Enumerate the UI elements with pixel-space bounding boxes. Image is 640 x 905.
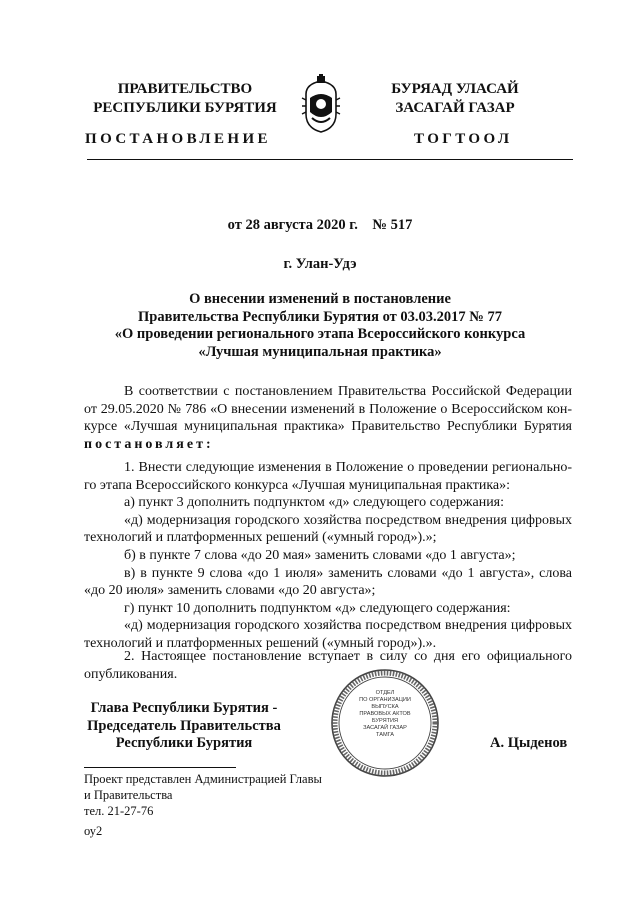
item-g-quote1: «д) модернизация городского хозяйства посредством внедрения цифровых: [124, 618, 572, 634]
item2-line2: опубликования.: [84, 666, 178, 682]
title-line2: Правительства Республики Бурятия от 03.03.2017 № 77: [138, 308, 502, 325]
signatory-title: [84, 700, 284, 753]
footer-code: оу2: [84, 824, 103, 838]
item-a-quote1: «д) модернизация городского хозяйства посредством внедрения цифровых: [124, 512, 572, 528]
seal-line1: ОТДЕЛ: [375, 690, 395, 696]
org-name-bua-line1: БУРЯАД УЛАСАЙ: [391, 81, 519, 97]
title-line4: «Лучшая муниципальная практика»: [198, 343, 442, 360]
seal-line2: ПО ОРГАНИЗАЦИИ: [359, 697, 411, 703]
footer-line2: и Правительства: [84, 788, 173, 802]
footer-line1: Проект представлен Администрацией Главы: [84, 772, 322, 786]
item-a: а) пункт 3 дополнить подпунктом «д» следующего содержания:: [124, 495, 505, 511]
seal-line4: ПРАВОВЫХ АКТОВ: [359, 711, 411, 717]
doc-type-bua: ТОГТООЛ: [414, 131, 513, 147]
item1-line1: 1. Внести следующие изменения в Положение о проведении регионально-: [124, 460, 572, 475]
date-number: от 28 августа 2020 г. № 517: [227, 217, 413, 233]
footer-note: [84, 771, 384, 819]
preamble-line3: курсе «Лучшая муниципальная практика» Правительство Республики Бурятия: [84, 419, 572, 435]
footer-phone: тел. 21-27-76: [84, 804, 154, 818]
preamble-line1: В соответствии с постановлением Правительства Российской Федерации: [124, 384, 572, 399]
seal-line6: ЗАСАГАЙ ГАЗАР: [363, 725, 407, 731]
item-b: б) в пункте 7 слова «до 20 мая» заменить словами «до 1 августа»;: [124, 547, 516, 563]
item-v-line1: в) в пункте 9 слова «до 1 июля» заменить словами «до 1 августа», слова: [124, 565, 572, 581]
coat-of-arms-icon: [298, 74, 344, 134]
official-seal-stamp: [330, 668, 440, 778]
item-g-quote2: технологий и платформенных решений («умный город»).».: [84, 635, 437, 651]
city: г. Улан-Удэ: [283, 256, 357, 272]
preamble-line2: от 29.05.2020 № 786 «О внесении изменений в Положение о Всероссийском кон-: [84, 401, 572, 417]
org-name-ru-line1: ПРАВИТЕЛЬСТВО: [117, 81, 253, 97]
signatory-name: А. Цыденов: [490, 735, 568, 751]
title-line1: О внесении изменений в постановление: [189, 291, 451, 307]
header-right: [365, 80, 545, 118]
item2-line1: 2. Настоящее постановление вступает в силу со дня его официального: [124, 649, 572, 664]
doc-type-ru: ПОСТАНОВЛЕНИЕ: [85, 131, 271, 147]
seal-line5: БУРЯТИЯ: [371, 718, 399, 724]
header-left: [85, 80, 285, 118]
item1-line2: го этапа Всероссийского конкурса «Лучшая муниципальная практика»:: [84, 477, 511, 493]
item-a-quote2: технологий и платформенных решений («умный город»).»;: [84, 530, 437, 546]
item-v-line2: «до 20 июля» заменить словами «до 20 августа»;: [84, 583, 376, 599]
preamble-resolves: постановляет:: [84, 436, 214, 452]
preamble: [84, 383, 572, 453]
org-name-ru-line2: РЕСПУБЛИКИ БУРЯТИЯ: [93, 100, 277, 116]
resolution-body: [84, 459, 572, 653]
signatory-title-line3: Республики Бурятия: [115, 735, 253, 751]
signatory-title-line1: Глава Республики Бурятия -: [90, 700, 278, 716]
footer-divider: [84, 767, 236, 768]
seal-line7: ТАМГА: [375, 732, 394, 738]
item-g: г) пункт 10 дополнить подпунктом «д» следующего содержания:: [124, 600, 511, 616]
title-line3: «О проведении регионального этапа Всероссийского конкурса: [114, 326, 526, 342]
seal-line3: ВЫПУСКА: [371, 704, 399, 710]
document-title: [0, 291, 640, 361]
item2: [84, 648, 572, 683]
header-divider: [87, 159, 573, 160]
signatory-title-line2: Председатель Правительства: [87, 717, 281, 734]
org-name-bua-line2: ЗАСАГАЙ ГАЗАР: [395, 100, 515, 116]
seal-inner-text: [330, 690, 440, 739]
